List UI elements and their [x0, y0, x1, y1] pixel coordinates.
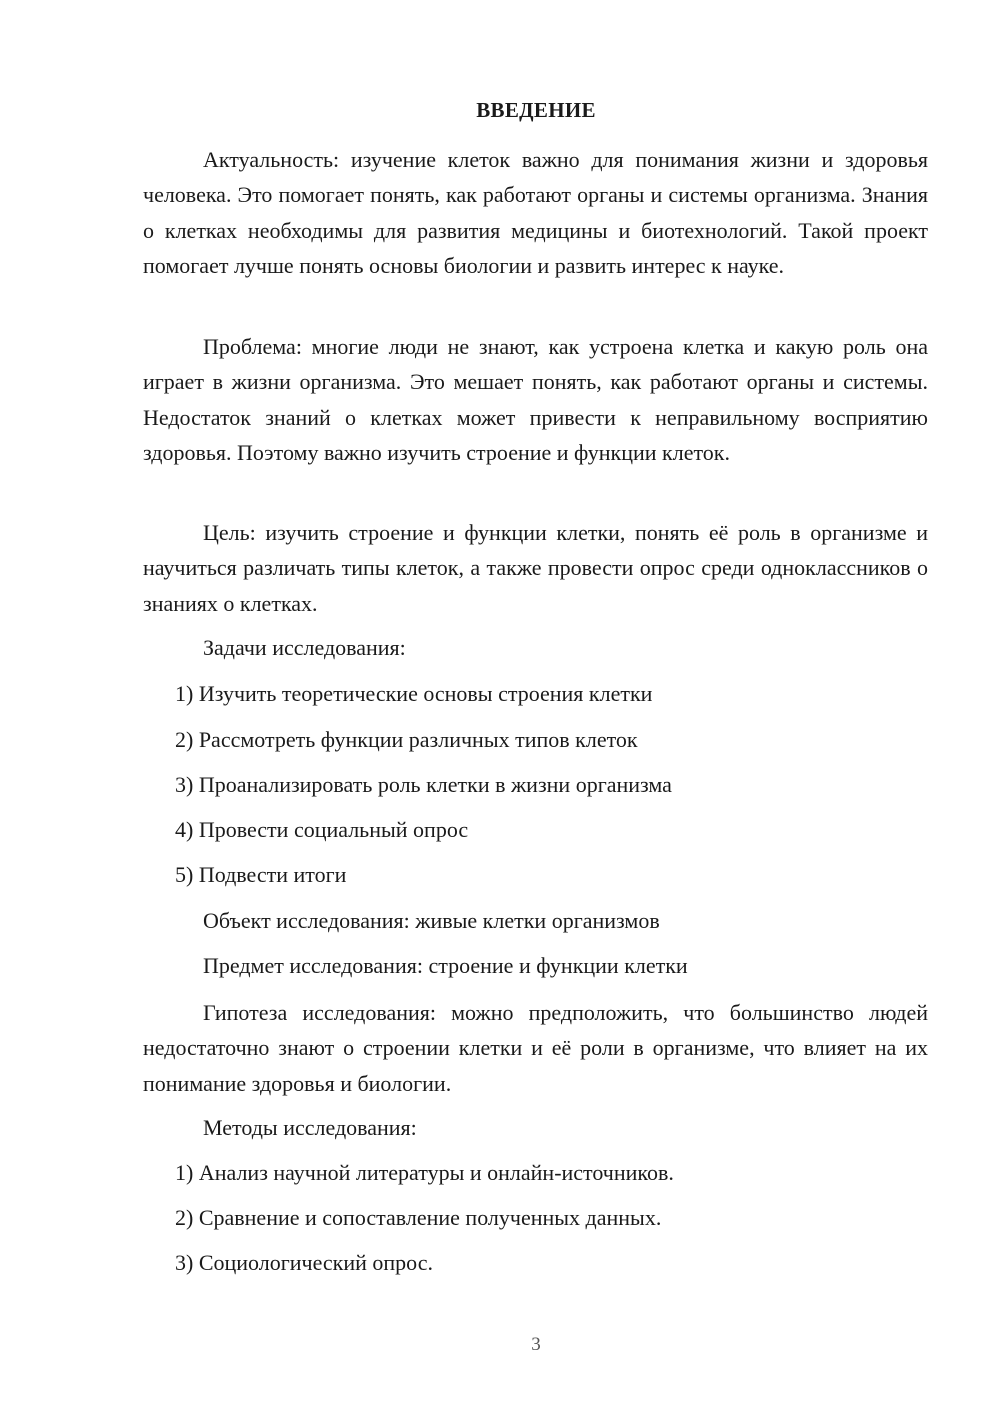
method-item: 2) Сравнение и сопоставление полученных данных.: [175, 1205, 662, 1230]
task-item: 2) Рассмотреть функции различных типов клеток: [175, 727, 638, 752]
paragraph-relevance: Актуальность: изучение клеток важно для понимания жизни и здоровья человека. Это помогает понять, как работают органы и системы организма. Знания о клетках необходимы для развития медицины и биотехнологий. Такой проект помогает лучше понять основы биологии и развить интерес к науке.: [143, 147, 928, 278]
section-title: ВВЕДЕНИЕ: [476, 98, 596, 122]
paragraph-problem: Проблема: многие люди не знают, как устроена клетка и какую роль она играет в жизни организма. Это мешает понять, как работают органы и системы. Недостаток знаний о клетках может привести к неправильному восприятию здоровья. Поэтому важно изучить строение и функции клеток.: [143, 334, 928, 465]
methods-heading: Методы исследования:: [203, 1115, 417, 1140]
research-subject: Предмет исследования: строение и функции клетки: [203, 953, 688, 978]
task-item: 3) Проанализировать роль клетки в жизни организма: [175, 772, 672, 797]
task-item: 4) Провести социальный опрос: [175, 817, 469, 842]
method-item: 3) Социологический опрос.: [175, 1250, 433, 1275]
research-object: Объект исследования: живые клетки организмов: [203, 908, 660, 933]
page-number: 3: [531, 1334, 541, 1355]
paragraph-goal: Цель: изучить строение и функции клетки, понять её роль в организме и научиться различать типы клеток, а также провести опрос среди одноклассников о знаниях о клетках.: [143, 520, 928, 616]
paragraph-hypothesis: Гипотеза исследования: можно предположить, что большинство людей недостаточно знают о строении клетки и её роли в организме, что влияет на их понимание здоровья и биологии.: [143, 1000, 928, 1096]
tasks-heading: Задачи исследования:: [203, 635, 406, 660]
task-item: 1) Изучить теоретические основы строения клетки: [175, 681, 653, 706]
method-item: 1) Анализ научной литературы и онлайн-источников.: [175, 1160, 674, 1185]
task-item: 5) Подвести итоги: [175, 862, 347, 887]
